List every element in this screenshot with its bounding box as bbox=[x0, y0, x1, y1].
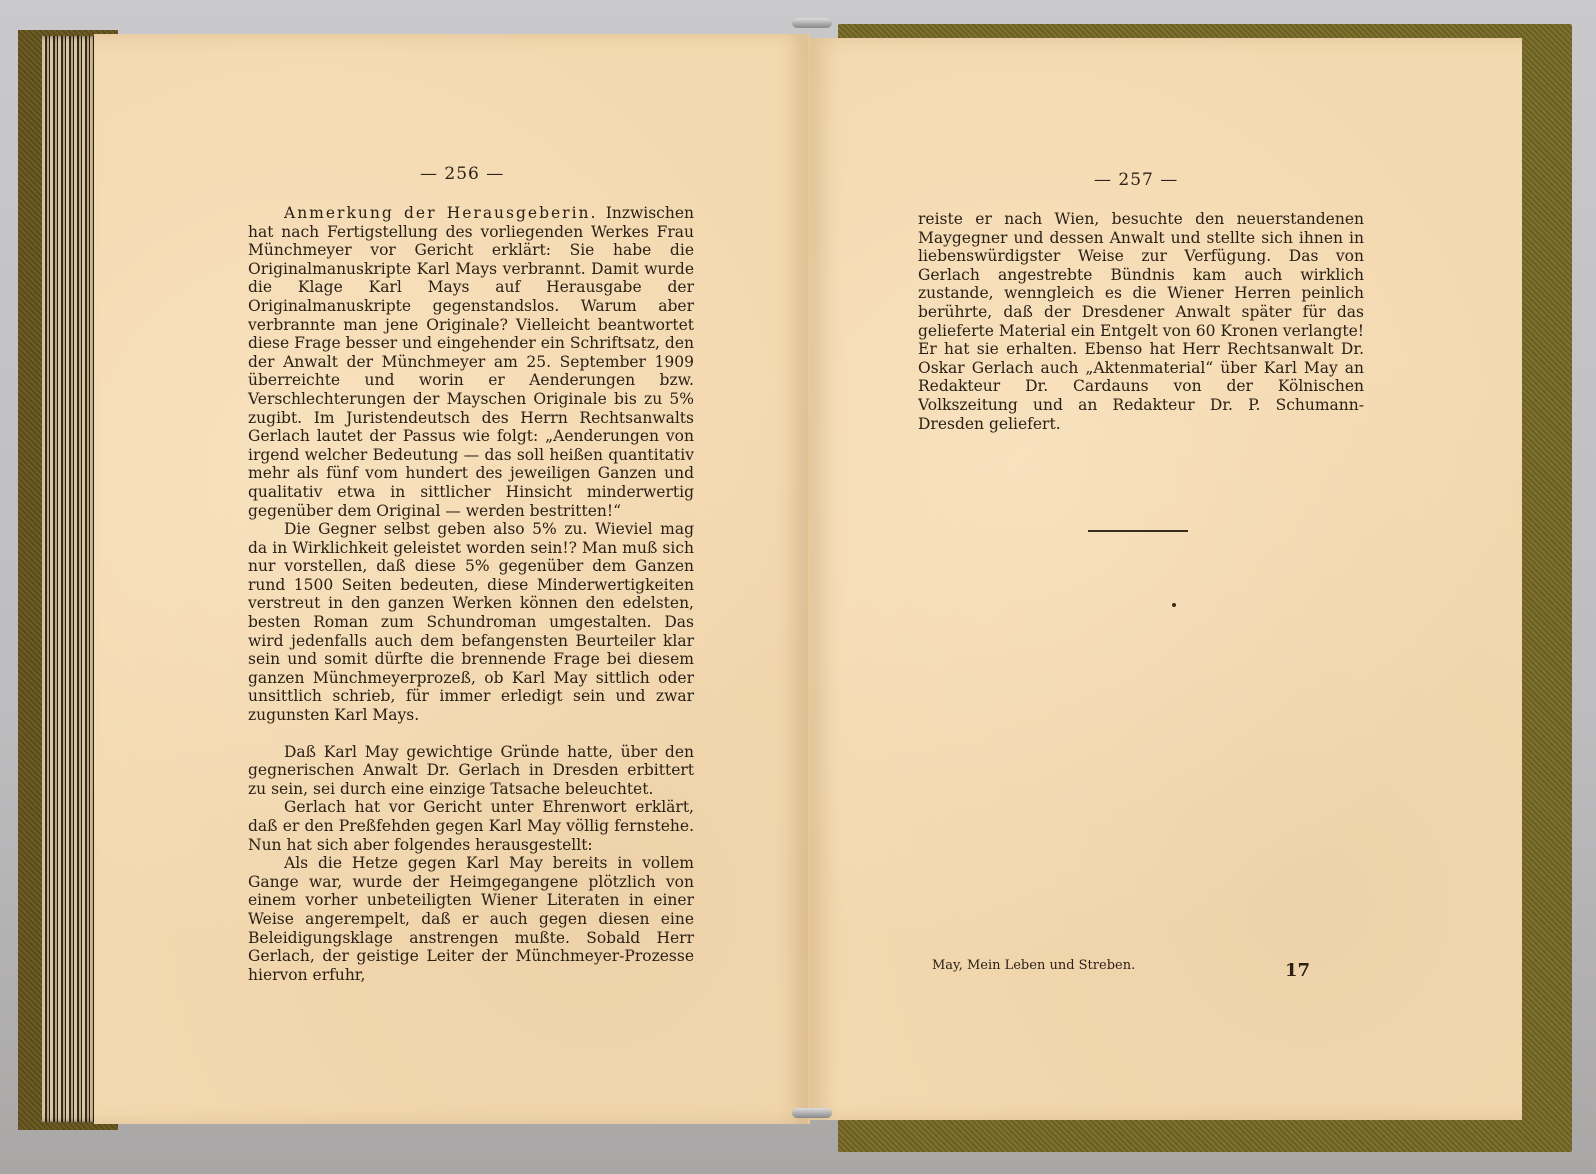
paragraph: Als die Hetze gegen Karl May bereits in vollem Gange war, wurde der Heimgegangene plötzlich von einem vorher unbeteiligten Wiener Literaten in einer Weise angerempelt, daß er auch gegen diesen eine Beleidigungsklage anstrengen mußte. Sobald Herr Gerlach, der geistige Leiter der Münchmeyer-Prozesse hiervon erfuhr, bbox=[248, 854, 694, 984]
run-in-heading: Anmerkung der Herausgeberin. bbox=[284, 204, 598, 222]
right-page bbox=[810, 38, 1522, 1120]
page-block-edges bbox=[42, 36, 98, 1122]
paragraph: Gerlach hat vor Gericht unter Ehrenwort erklärt, daß er den Preßfehden gegen Karl May völlig fernstehe. Nun hat sich aber folgendes herausgestellt: bbox=[248, 798, 694, 854]
page-number-right: — 257 — bbox=[1094, 170, 1179, 190]
paragraph-annotation bbox=[248, 204, 694, 520]
page-number-left: — 256 — bbox=[420, 164, 505, 184]
ink-speck bbox=[1172, 603, 1176, 607]
paragraph-text: Inzwischen hat nach Fertigstellung des vorliegenden Werkes Frau Münchmeyer vor Gericht erklärt: Sie habe die Originalmanuskripte Karl Mays verbrannt. Damit wurde die Klage Karl Mays auf Herausgabe der Originalmanuskripte gegenstandslos. Warum aber verbrannte man jene Originale? Vielleicht beantwortet diese Frage besser und eingehender ein Schriftsatz, den der Anwalt der Münchmeyer am 25. September 1909 überreichte und worin er Aenderungen bzw. Verschlechterungen der Mayschen Originale bis zu 5% zugibt. Im Juristendeutsch des Herrn Rechtsanwalts Gerlach lautet der Passus wie folgt: „Aenderungen von irgend welcher Bedeutung — das soll heißen quantitativ mehr als fünf vom hundert des jeweiligen Ganzen und qualitativ etwa in sittlicher Hinsicht minderwertig gegenüber dem Original — werden bestritten!“ bbox=[248, 204, 694, 520]
section-end-rule bbox=[1088, 530, 1188, 532]
paragraph: reiste er nach Wien, besuchte den neuerstandenen Maygegner und dessen Anwalt und stellte sich ihnen in liebenswürdigster Weise zur Verfügung. Das von Gerlach angestrebte Bündnis kam auch wirklich zustande, wenngleich es die Wiener Herren peinlich berührte, daß der Dresdener Anwalt später für das gelieferte Material ein Entgelt von 60 Kronen verlangte! Er hat sie erhalten. Ebenso hat Herr Rechtsanwalt Dr. Oskar Gerlach auch „Aktenmaterial“ über Karl May an Redakteur Dr. Cardauns von der Kölnischen Volkszeitung und an Redakteur Dr. P. Schumann-Dresden geliefert. bbox=[918, 210, 1364, 433]
binding-staple-bottom bbox=[792, 1108, 832, 1118]
signature-title: May, Mein Leben und Streben. bbox=[932, 958, 1136, 973]
paragraph: Die Gegner selbst geben also 5% zu. Wieviel mag da in Wirklichkeit geleistet worden sein!? Man muß sich nur vorstellen, daß diese 5% gegenüber dem Ganzen rund 1500 Seiten bedeuten, diese Minderwertigkeiten verstreut in den ganzen Werken können den edelsten, besten Roman zum Schundroman umgestalten. Das wird jedenfalls auch dem befangensten Beurteiler klar sein und somit dürfte die brennende Frage bei diesem ganzen Münchmeyerprozeß, ob Karl May sittlich oder unsittlich schrieb, für immer erledigt sein und zwar zugunsten Karl Mays. bbox=[248, 520, 694, 725]
binding-staple-top bbox=[792, 18, 832, 28]
right-page-text bbox=[918, 210, 1364, 433]
left-page-text bbox=[248, 204, 694, 984]
book-gutter bbox=[808, 34, 810, 1124]
paragraph: Daß Karl May gewichtige Gründe hatte, über den gegnerischen Anwalt Dr. Gerlach in Dresden erbittert zu sein, sei durch eine einzige Tatsache beleuchtet. bbox=[248, 742, 694, 798]
signature-number: 17 bbox=[1285, 960, 1311, 981]
